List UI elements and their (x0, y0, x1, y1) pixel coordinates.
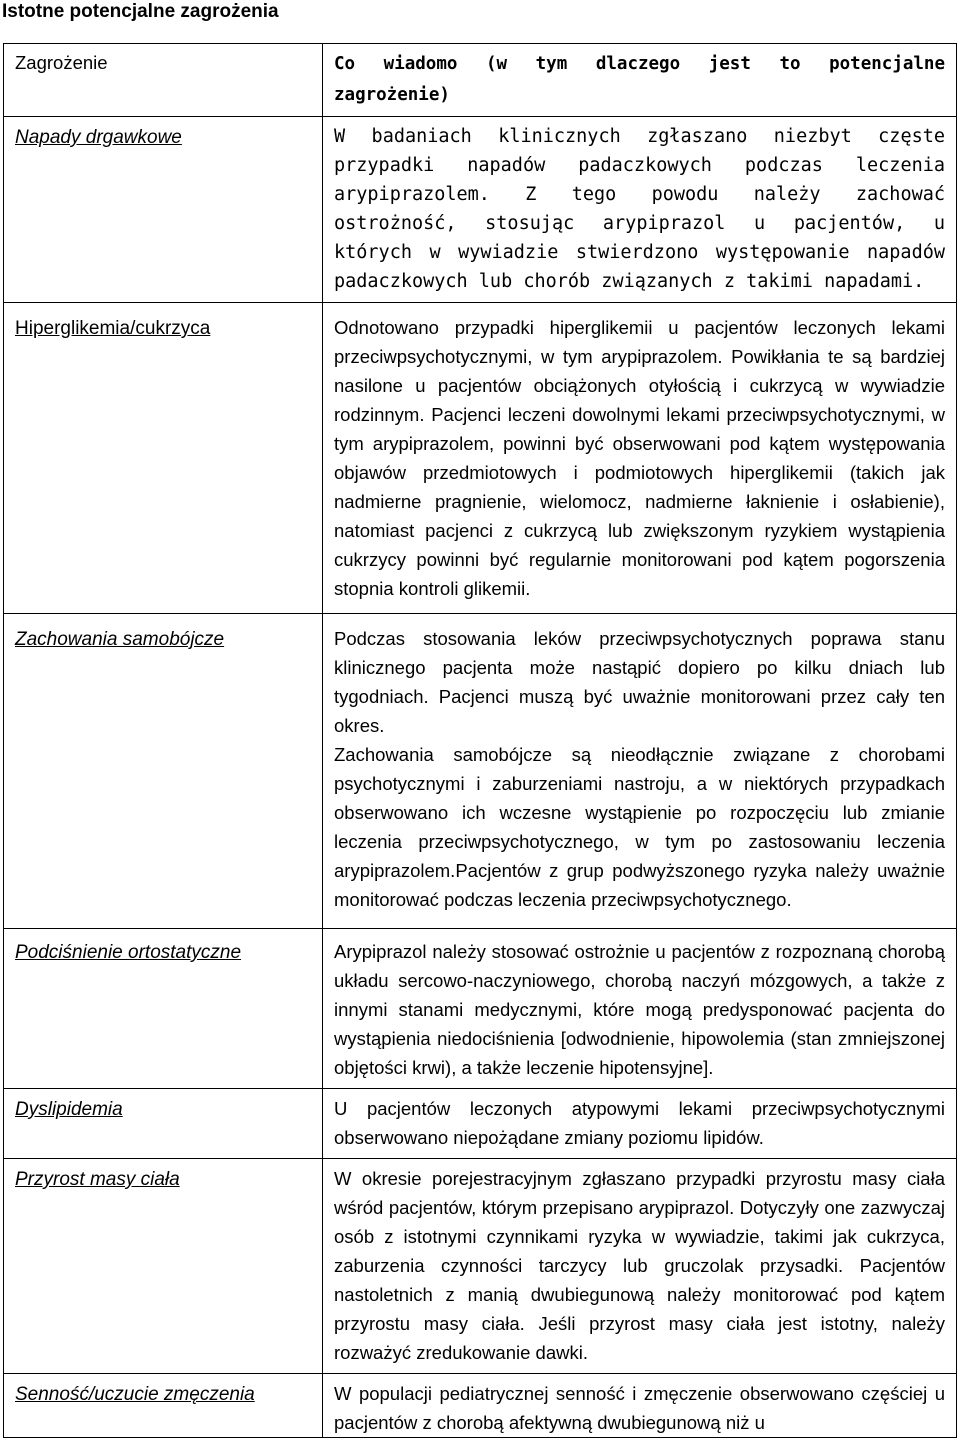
risk-cell (4, 1374, 323, 1438)
risk-description: U pacjentów leczonych atypowymi lekami przeciwpsychotycznymi obserwowano niepożądane zmiany poziomu lipidów. (334, 1098, 945, 1148)
description-cell (323, 303, 957, 614)
table-row (4, 1089, 957, 1159)
table-header-row (4, 44, 957, 117)
risk-description: W populacji pediatrycznej senność i zmęczenie obserwowano częściej u pacjentów z chorobą afektywną dwubiegunową niż u (334, 1383, 945, 1433)
risk-name: Senność/uczucie zmęczenia (15, 1384, 255, 1405)
risk-description-paragraph: Zachowania samobójcze są nieodłącznie związane z chorobami psychotycznymi i zaburzeniami nastroju, a w niektórych przypadkach obserwowano ich wczesne wystąpienie po rozpoczęciu lub zmianie leczenia przeciwpsychotycznego, w tym po zastosowaniu leczenia arypiprazolem.Pacjentów z grup podwyższonego ryzyka należy uważnie monitorować podczas leczenia przeciwpsychotycznego. (334, 744, 945, 910)
risk-cell (4, 1089, 323, 1159)
table-row (4, 1159, 957, 1374)
risk-name: Zachowania samobójcze (15, 629, 225, 650)
risk-description: Arypiprazol należy stosować ostrożnie u pacjentów z rozpoznaną chorobą układu sercowo-naczyniowego, chorobą naczyń mózgowych, a także z innymi stanami medycznymi, które mogą predysponować pacjenta do wystąpienia niedociśnienia [odwodnienie, hipowolemia (stan zmniejszonej objętości krwi), a także leczenie hipotensyjne]. (334, 941, 945, 1078)
header-risk-label: Zagrożenie (15, 52, 108, 73)
risk-name: Hiperglikemia/cukrzyca (15, 318, 211, 339)
description-cell (323, 117, 957, 303)
description-cell (323, 1089, 957, 1159)
table-row (4, 303, 957, 614)
risk-name: Podciśnienie ortostatyczne (15, 942, 242, 963)
description-cell (323, 1159, 957, 1374)
risk-cell (4, 303, 323, 614)
risk-description: Odnotowano przypadki hiperglikemii u pacjentów leczonych lekami przeciwpsychotycznymi, w tym arypiprazolem. Powikłania te są bardziej nasilone u pacjentów obciążonych otyłością i cukrzycą w wywiadzie rodzinnym. Pacjenci leczeni dowolnymi lekami przeciwpsychotycznymi, w tym arypiprazolem, powinni być obserwowani pod kątem występowania objawów przedmiotowych i podmiotowych hiperglikemii (takich jak nadmierne pragnienie, wielomocz, nadmierne łaknienie i osłabienie), natomiast pacjenci z cukrzycą lub zwiększonym ryzykiem wystąpienia cukrzycy powinni być regularnie monitorowani pod kątem pogorszenia stopnia kontroli glikemii. (334, 317, 945, 599)
risk-cell (4, 1159, 323, 1374)
table-row (4, 929, 957, 1089)
description-cell (323, 929, 957, 1089)
risk-cell (4, 117, 323, 303)
risk-description-paragraph: Podczas stosowania leków przeciwpsychotycznych poprawa stanu klinicznego pacjenta może nastąpić dopiero po kilku dniach lub tygodniach. Pacjenci muszą być uważnie monitorowani przez cały ten okres. (334, 628, 945, 736)
header-cell-description (323, 44, 957, 117)
risk-description: W badaniach klinicznych zgłaszano niezbyt częste przypadki napadów padaczkowych podczas leczenia arypiprazolem. Z tego powodu należy zachować ostrożność, stosując arypiprazol u pacjentów, u których w wywiadzie stwierdzono występowanie napadów padaczkowych lub chorób związanych z takimi napadami. (334, 126, 945, 292)
header-cell-risk (4, 44, 323, 117)
section-heading: Istotne potencjalne zagrożenia (2, 1, 279, 22)
risk-cell (4, 614, 323, 929)
risk-cell (4, 929, 323, 1089)
header-description-label: Co wiadomo (w tym dlaczego jest to potencjalne zagrożenie) (334, 54, 945, 105)
risk-description: W okresie porejestracyjnym zgłaszano przypadki przyrostu masy ciała wśród pacjentów, którym przepisano arypiprazol. Dotyczyły one zazwyczaj osób z istotnymi czynnikami ryzyka w wywiadzie, takimi jak cukrzyca, zaburzenia czynności tarczycy lub gruczolak przysadki. Pacjentów nastoletnich z manią dwubiegunową należy monitorować pod kątem przyrostu masy ciała. Jeśli przyrost masy ciała jest istotny, należy rozważyć zredukowanie dawki. (334, 1168, 945, 1363)
description-cell (323, 1374, 957, 1438)
risk-table (3, 43, 957, 1438)
table-row (4, 614, 957, 929)
risk-name: Dyslipidemia (15, 1099, 123, 1120)
table-row (4, 1374, 957, 1438)
risk-name: Przyrost masy ciała (15, 1169, 180, 1190)
table-row (4, 117, 957, 303)
description-cell (323, 614, 957, 929)
risk-name: Napady drgawkowe (15, 127, 182, 148)
